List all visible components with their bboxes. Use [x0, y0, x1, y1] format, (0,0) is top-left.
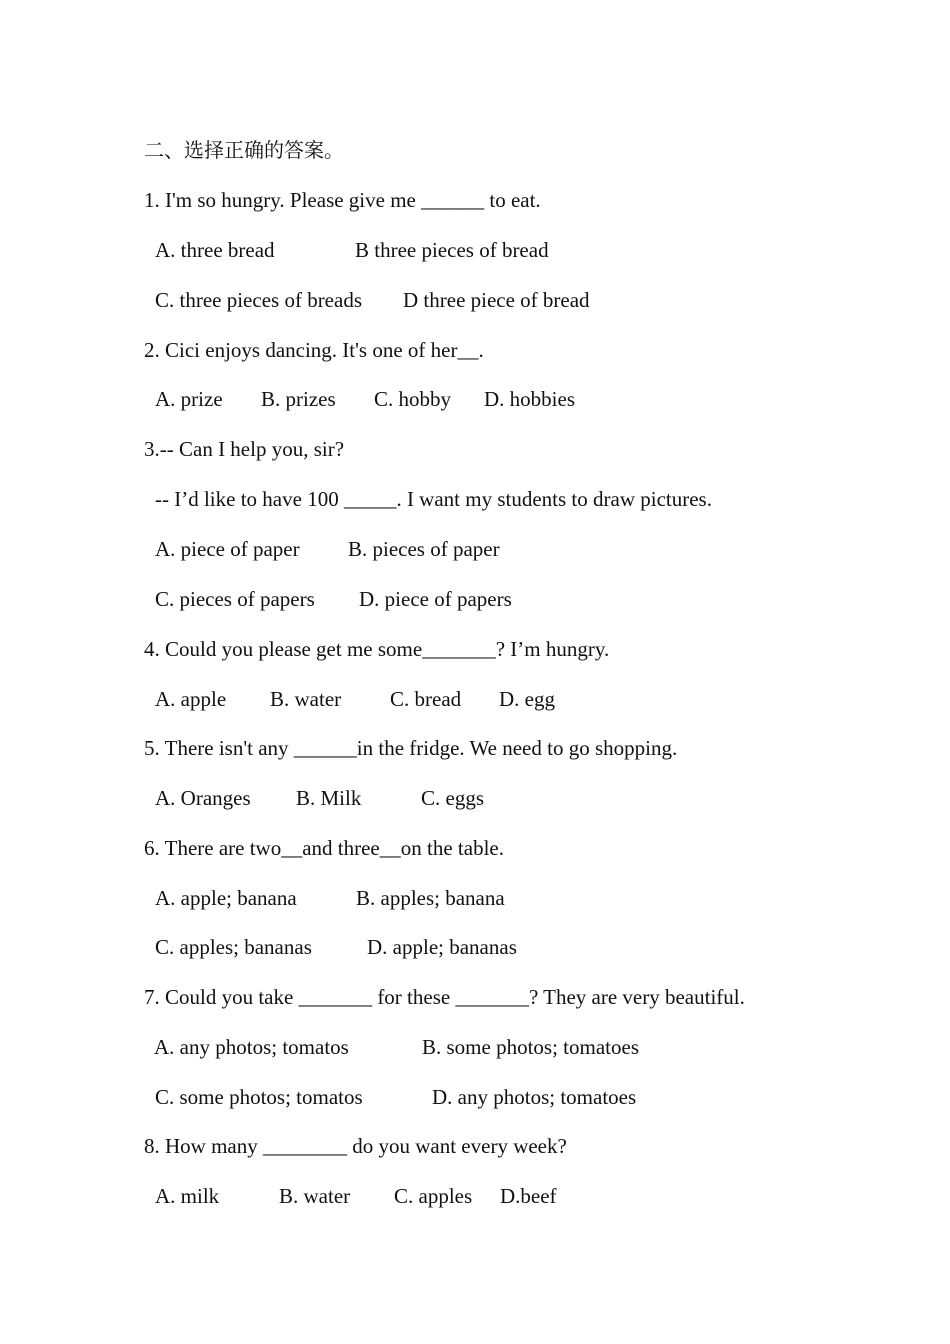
question-7-option-b: B. some photos; tomatoes — [422, 1035, 639, 1059]
question-6-stem: 6. There are two__and three__on the table. — [144, 836, 504, 860]
question-4-option-c: C. bread — [390, 687, 462, 711]
question-1-option-c: C. three pieces of breads — [155, 288, 362, 312]
question-6-option-b: B. apples; banana — [356, 886, 505, 910]
question-2-stem: 2. Cici enjoys dancing. It's one of her__. — [144, 338, 484, 362]
question-5-option-a: A. Oranges — [155, 786, 251, 810]
question-3-stem-reply: -- I’d like to have 100 _____. I want my students to draw pictures. — [155, 487, 712, 511]
question-8-option-d: D.beef — [500, 1184, 557, 1208]
section-heading: 二、选择正确的答案。 — [144, 138, 344, 162]
question-8-option-c: C. apples — [394, 1184, 473, 1208]
question-5-option-c: C. eggs — [421, 786, 484, 810]
question-4-option-d: D. egg — [499, 687, 555, 711]
question-7-stem: 7. Could you take _______ for these _______? They are very beautiful. — [144, 985, 745, 1009]
question-2-option-c: C. hobby — [374, 387, 452, 411]
question-6-option-a: A. apple; banana — [155, 886, 297, 910]
question-5-option-b: B. Milk — [296, 786, 362, 810]
question-6-option-d: D. apple; bananas — [367, 935, 517, 959]
question-4-option-a: A. apple — [155, 687, 227, 711]
question-7-option-d: D. any photos; tomatoes — [432, 1085, 637, 1109]
question-1-option-b: B three pieces of bread — [355, 238, 549, 262]
question-7-option-a: A. any photos; tomatos — [154, 1035, 349, 1059]
question-8-option-b: B. water — [279, 1184, 351, 1208]
question-1-option-d: D three piece of bread — [403, 288, 590, 312]
question-3-stem: 3.-- Can I help you, sir? — [144, 437, 345, 461]
question-3-option-a: A. piece of paper — [155, 537, 300, 561]
question-7-option-c: C. some photos; tomatos — [155, 1085, 363, 1109]
question-1-stem: 1. I'm so hungry. Please give me ______ to eat. — [144, 188, 541, 212]
question-8-stem: 8. How many ________ do you want every week? — [144, 1134, 567, 1158]
question-2-option-d: D. hobbies — [484, 387, 575, 411]
question-1-option-a: A. three bread — [155, 238, 275, 262]
question-2-option-a: A. prize — [155, 387, 223, 411]
question-8-option-a: A. milk — [155, 1184, 220, 1208]
question-3-option-d: D. piece of papers — [359, 587, 512, 611]
question-2-option-b: B. prizes — [261, 387, 336, 411]
question-4-stem: 4. Could you please get me some_______? I’m hungry. — [144, 637, 610, 661]
question-5-stem: 5. There isn't any ______in the fridge. We need to go shopping. — [144, 736, 678, 760]
question-3-option-b: B. pieces of paper — [348, 537, 500, 561]
question-6-option-c: C. apples; bananas — [155, 935, 312, 959]
question-3-option-c: C. pieces of papers — [155, 587, 315, 611]
question-4-option-b: B. water — [270, 687, 342, 711]
